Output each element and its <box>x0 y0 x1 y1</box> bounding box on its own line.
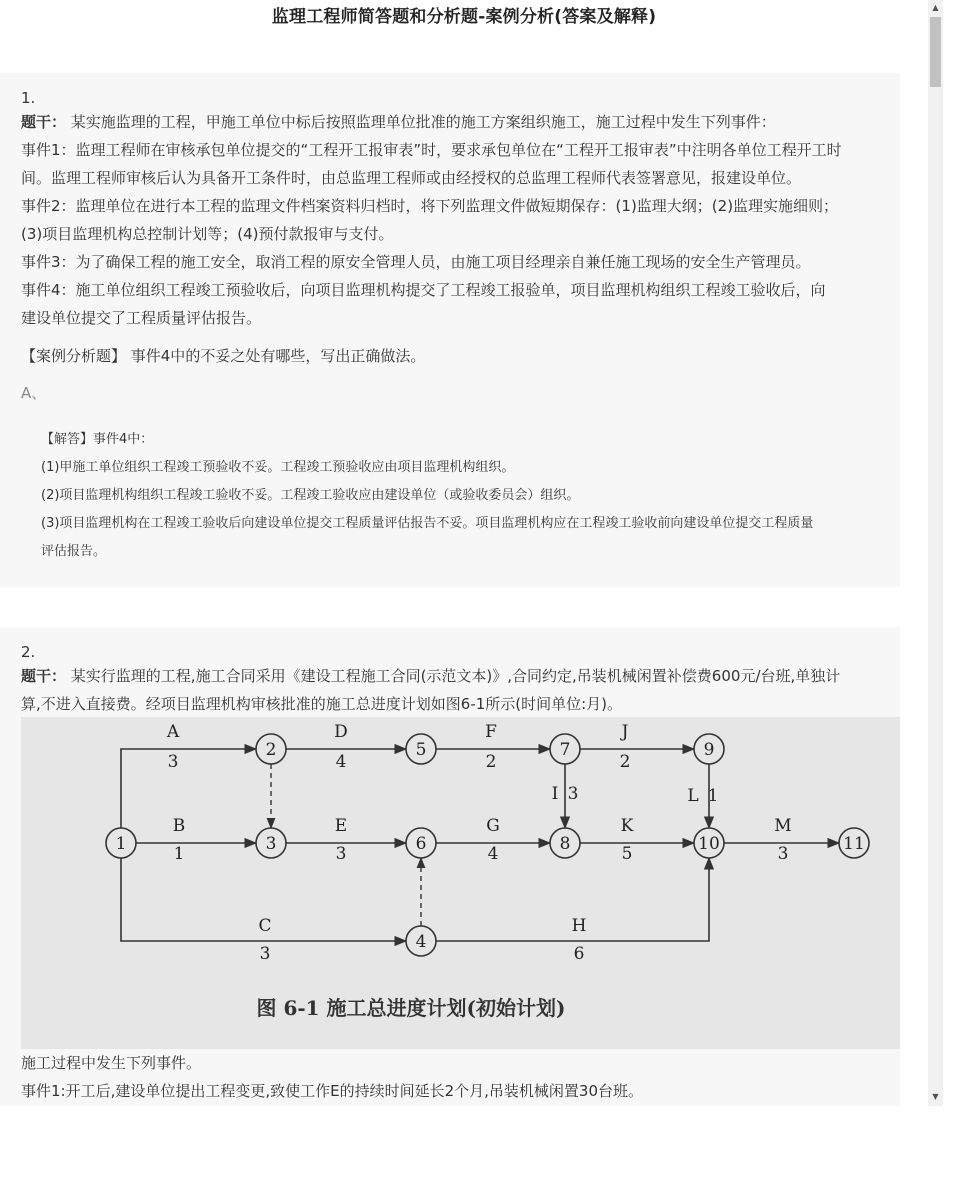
question-number: 1. <box>21 89 36 107</box>
node-label-8: 8 <box>559 834 571 854</box>
page-title: 监理工程师简答题和分析题-案例分析(答案及解释) <box>271 7 657 27</box>
activity-label-E: E <box>334 816 348 836</box>
vertical-scrollbar[interactable] <box>928 0 943 1106</box>
answer-line: (3)项目监理机构在工程竣工验收后向建设单位提交工程质量评估报告不妥。项目监理机构应在工程竣工验收前向建设单位提交工程质量 <box>41 516 814 531</box>
activity-duration-C: 3 <box>259 944 271 964</box>
activity-duration-H: 6 <box>573 944 585 964</box>
event-2-line-2: (3)项目监理机构总控制计划等；(4)预付款报审与支付。 <box>21 225 394 243</box>
figure-caption: 图 6-1 施工总进度计划(初始计划) <box>256 996 566 1020</box>
question-stem <box>21 108 889 136</box>
activity-arrow-A <box>121 749 256 828</box>
activity-label-G: G <box>486 816 500 836</box>
node-label-5: 5 <box>415 740 427 760</box>
question-stem-line-2: 算,不进入直接费。经项目监理机构审核批准的施工总进度计划如图6-1所示(时间单位:月)。 <box>21 695 623 713</box>
event-4-line-2: 建设单位提交了工程质量评估报告。 <box>21 309 262 327</box>
activity-label-I: I <box>551 784 559 804</box>
stem-text: 某实行监理的工程,施工合同采用《建设工程施工合同(示范文本)》,合同约定,吊装机械闲置补偿费600元/台班,单独计 <box>70 667 841 685</box>
activity-duration-A: 3 <box>167 752 179 772</box>
activity-label-C: C <box>258 916 272 936</box>
after-text-line-2: 事件1:开工后,建设单位提出工程变更,致使工作E的持续时间延长2个月,吊装机械闲置30台班。 <box>21 1082 644 1100</box>
stem-label: 题干： <box>21 113 67 131</box>
activity-label-M: M <box>774 816 792 836</box>
activity-duration-K: 5 <box>621 844 633 864</box>
activity-label-D: D <box>334 722 348 742</box>
activity-duration-L: 1 <box>707 786 719 806</box>
activity-label-K: K <box>620 816 634 836</box>
activity-label-F: F <box>485 722 497 742</box>
event-3-line-1: 事件3：为了确保工程的施工安全，取消工程的原安全管理人员，由施工项目经理亲自兼任施工现场的安全生产管理员。 <box>21 253 811 271</box>
node-label-11: 11 <box>843 834 865 854</box>
node-label-7: 7 <box>559 740 571 760</box>
network-diagram <box>21 717 900 1049</box>
event-2-line-1: 事件2：监理单位在进行本工程的监理文件档案资料归档时，将下列监理文件做短期保存：(1)监理大纲；(2)监理实施细则； <box>21 197 839 215</box>
network-diagram-figure <box>21 717 900 1049</box>
node-label-2: 2 <box>265 740 277 760</box>
activity-label-J: J <box>621 722 629 742</box>
event-1-line-2: 间。监理工程师审核后认为具备开工条件时，由总监理工程师或由经授权的总监理工程师代表签署意见，报建设单位。 <box>21 169 802 187</box>
activity-duration-I: 3 <box>567 784 579 804</box>
question-card-1 <box>0 73 900 587</box>
answer-line: (2)项目监理机构组织工程竣工验收不妥。工程竣工验收应由建设单位（或验收委员会）组织。 <box>41 488 580 503</box>
activity-duration-D: 4 <box>335 752 347 772</box>
after-text-line-1: 施工过程中发生下列事件。 <box>21 1054 202 1072</box>
case-question: 【案例分析题】 事件4中的不妥之处有哪些，写出正确做法。 <box>21 347 426 365</box>
activity-duration-B: 1 <box>173 844 185 864</box>
stem-text: 某实施监理的工程，甲施工单位中标后按照监理单位批准的施工方案组织施工，施工过程中发生下列事件： <box>70 113 776 131</box>
answer-line: 【解答】事件4中： <box>41 432 154 447</box>
activity-duration-G: 4 <box>487 844 499 864</box>
answer-line: (1)甲施工单位组织工程竣工预验收不妥。工程竣工预验收应由项目监理机构组织。 <box>41 460 515 475</box>
scroll-up-arrow-icon[interactable]: ▲ <box>932 3 939 12</box>
question-card-2 <box>0 627 900 1106</box>
event-4-line-1: 事件4：施工单位组织工程竣工预验收后，向项目监理机构提交了工程竣工报验单，项目监理机构组织工程竣工验收后，向 <box>21 281 826 299</box>
activity-label-B: B <box>172 816 186 836</box>
node-label-6: 6 <box>415 834 427 854</box>
node-label-4: 4 <box>415 932 427 952</box>
question-number: 2. <box>21 643 36 661</box>
question-stem <box>21 662 889 690</box>
node-label-1: 1 <box>115 834 127 854</box>
activity-duration-M: 3 <box>777 844 789 864</box>
activity-label-H: H <box>571 916 587 936</box>
scroll-down-arrow-icon[interactable]: ▼ <box>932 1092 939 1101</box>
node-label-3: 3 <box>265 834 277 854</box>
scrollbar-thumb[interactable] <box>930 17 941 87</box>
activity-label-L: L <box>687 786 699 806</box>
node-label-10: 10 <box>698 834 720 854</box>
activity-duration-J: 2 <box>619 752 631 772</box>
stem-label: 题干： <box>21 667 67 685</box>
answer-option-a: A、 <box>21 384 47 402</box>
answer-line: 评估报告。 <box>41 544 107 559</box>
activity-duration-F: 2 <box>485 752 497 772</box>
activity-label-A: A <box>166 722 180 742</box>
event-1-line-1: 事件1：监理工程师在审核承包单位提交的“工程开工报审表”时，要求承包单位在“工程开工报审表”中注明各单位工程开工时 <box>21 141 842 159</box>
activity-duration-E: 3 <box>335 844 347 864</box>
node-label-9: 9 <box>703 740 715 760</box>
